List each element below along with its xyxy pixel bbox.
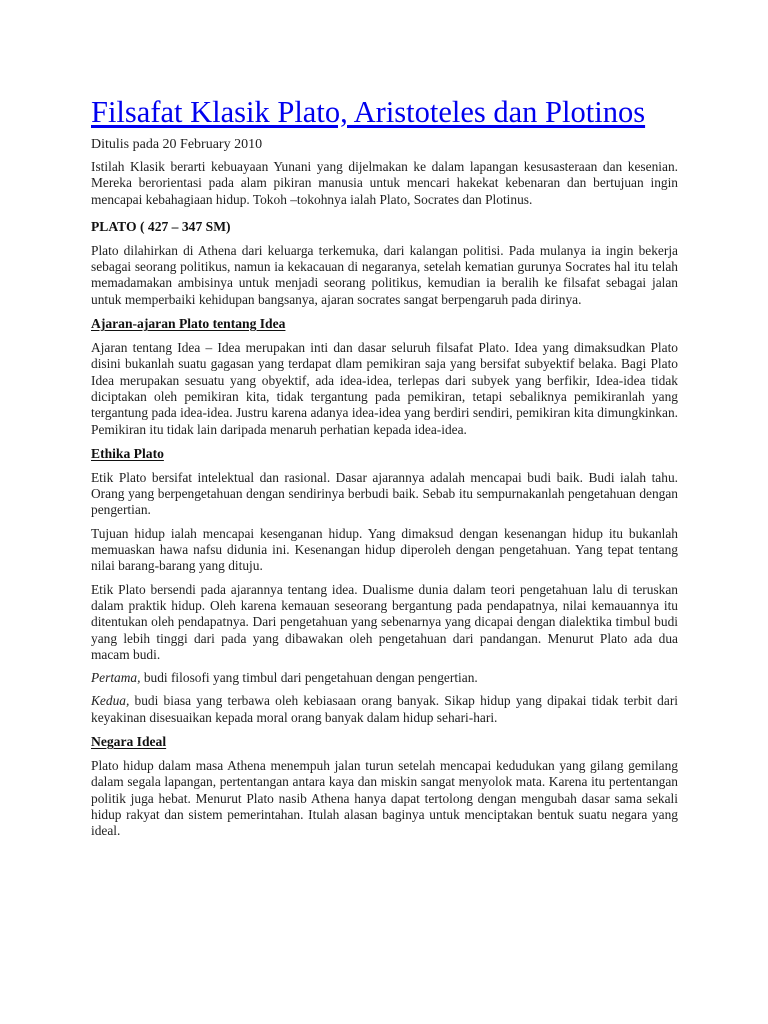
article-title[interactable]: Filsafat Klasik Plato, Aristoteles dan Plotinos — [91, 95, 646, 129]
post-date: Ditulis pada 20 February 2010 — [91, 137, 263, 152]
pertama-label: Pertama, — [91, 670, 141, 686]
ethika-paragraph-kedua — [91, 693, 678, 726]
section-heading-negara: Negara Ideal — [91, 734, 167, 750]
section-heading-idea: Ajaran-ajaran Plato tentang Idea — [91, 316, 286, 332]
ethika-paragraph-2: Tujuan hidup ialah mencapai kesenganan hidup. Yang dimaksud dengan kesenangan hidup itu bukanlah memuaskan hawa nafsu didunia ini. Kesenangan hidup diperoleh dengan pengetahuan. Yang tepat tentang nilai barang-barang yang dituju. — [91, 525, 678, 574]
negara-paragraph: Plato hidup dalam masa Athena menempuh jalan turun setelah mencapai kedudukan yang gilang gemilang dalam segala lapangan, pertentangan antara kaya dan miskin sangat menyolok mata. Karena itu pertentangan politik juga hebat. Menurut Plato nasib Athena hanya dapat tertolong dengan mengubah dasar sama sekali hidup rakyat dan sistem pemerintahan. Itulah alasan baginya untuk menciptakan bentuk suatu negara yang ideal. — [91, 758, 678, 839]
intro-paragraph: Istilah Klasik berarti kebuayaan Yunani yang dijelmakan ke dalam lapangan kesusasteraan dan kesenian. Mereka berorientasi pada alam pikiran manusia untuk mencari hakekat kebenaran dan bertujuan ingin mencapai kebahagiaan hidup. Tokoh –tokohnya ialah Plato, Socrates dan Plotinus. — [91, 159, 678, 207]
ethika-paragraph-3: Etik Plato bersendi pada ajarannya tentang idea. Dualisme dunia dalam teori pengetahuan lalu di teruskan dalam praktik hidup. Oleh karena kemauan seseorang bergantung pada pendapatnya, nilai kemauannya itu ditentukan oleh pendapatnya. Dari pengetahuan yang sebenarnya yang dicapai dengan dialektika timbul budi yang lebih tinggi dari pada yang dibawakan oleh pengetahuan dari pandangan. Menurut Plato ada dua macam budi. — [91, 581, 678, 662]
section-heading-ethika: Ethika Plato — [91, 445, 164, 461]
section-heading-plato: PLATO ( 427 – 347 SM) — [91, 218, 231, 234]
ethika-paragraph-1: Etik Plato bersifat intelektual dan rasional. Dasar ajarannya adalah mencapai budi baik. Budi ialah tahu. Orang yang berpengetahuan dengan sendirinya berbudi baik. Sebab itu sempurnakanlah pengetahuan dengan pengertian. — [91, 469, 678, 518]
idea-paragraph: Ajaran tentang Idea – Idea merupakan inti dan dasar seluruh filsafat Plato. Idea yang dimaksudkan Plato disini bukanlah suatu gagasan yang terdapat dlam pemikiran saja yang bersifat subyektif belaka. Bagi Plato Idea merupakan sesuatu yang obyektif, ada idea-idea, terlepas dari subyek yang berfikir, Idea-idea tidak diciptakan oleh pemikiran kita, tidak tergantung pada pemikiran, tetapi sebaliknya pemikiranlah yang tergantung pada idea-idea. Justru karena adanya idea-idea yang berdiri sendiri, pemikiran kita dimungkinkan. Pemikiran itu tidak lain daripada menaruh perhatian kepada idea-idea. — [91, 340, 678, 437]
plato-paragraph: Plato dilahirkan di Athena dari keluarga terkemuka, dari kalangan politisi. Pada mulanya ia ingin bekerja sebagai seorang politikus, namun ia kekacauan di negaranya, setelah kematian gurunya Socrates hal itu telah memadamakan ambisinya untuk menjadi seorang politikus, kemudian ia beralih ke filsafat sebagai jalan untuk memperbaiki kehidupan bangsanya, ajaran socrates sangat berpengaruh pada dirinya. — [91, 242, 678, 307]
kedua-text: budi biasa yang terbawa oleh kebiasaan orang banyak. Sikap hidup yang dipakai tidak terbit dari keyakinan disesuaikan kepada moral orang banyak dalam hidup sehari-hari. — [91, 693, 678, 725]
pertama-text: budi filosofi yang timbul dari pengetahuan dengan pengertian. — [140, 670, 478, 686]
ethika-paragraph-pertama — [91, 670, 678, 686]
kedua-label: Kedua, — [91, 693, 130, 709]
